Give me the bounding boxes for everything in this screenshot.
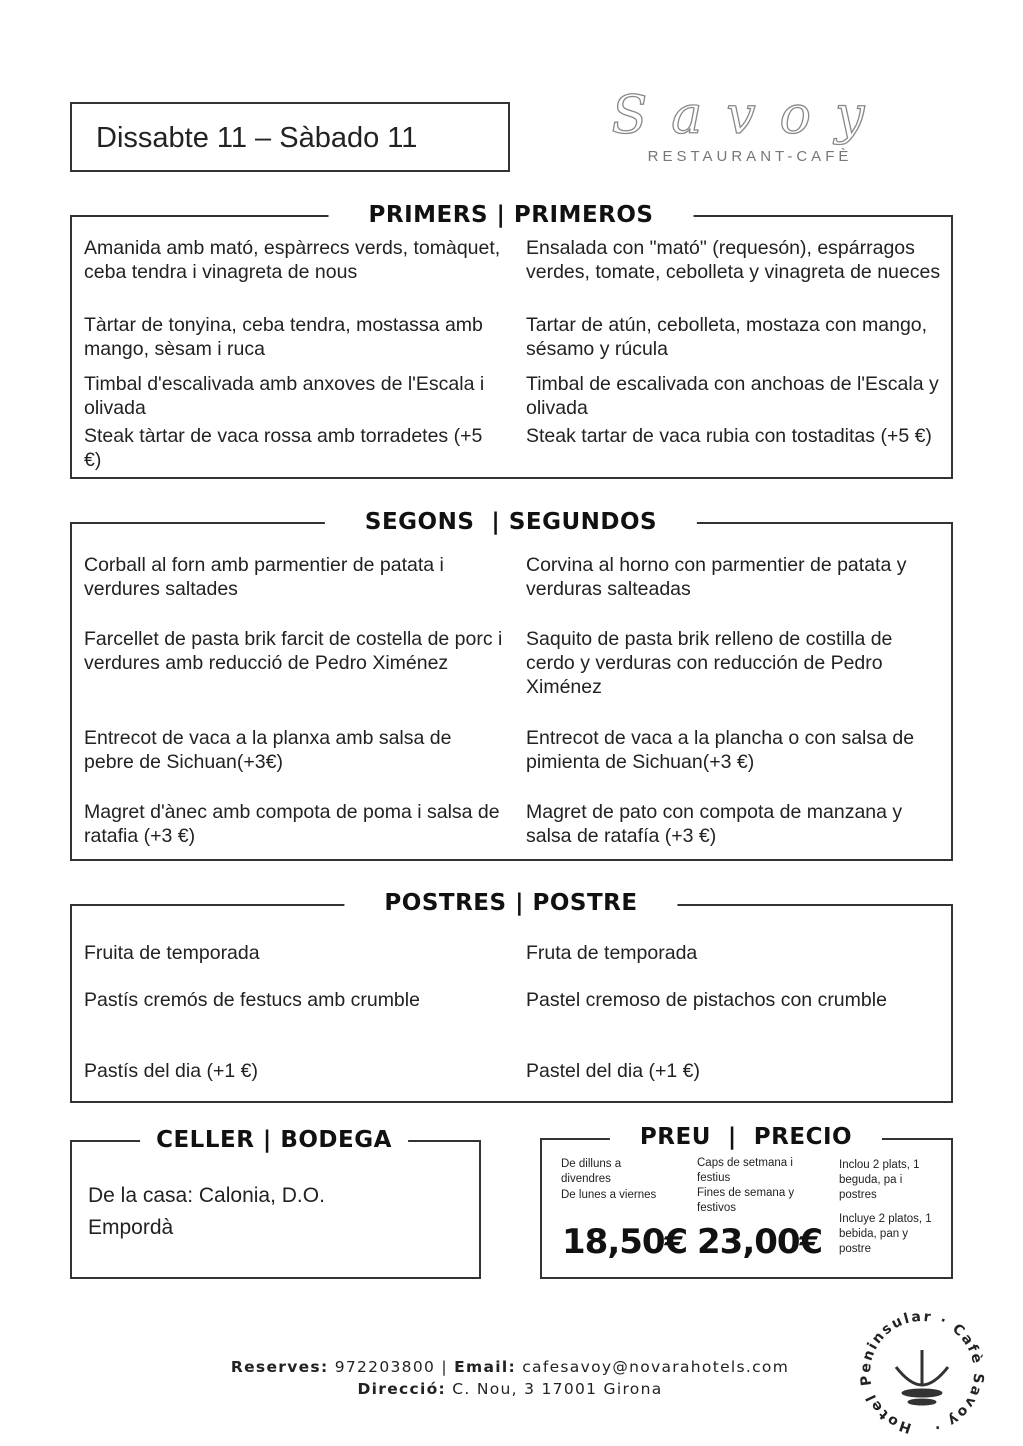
includes-es: Incluye 2 platos, 1 bebida, pan y postre bbox=[839, 1213, 932, 1255]
menu-item-ca: Tàrtar de tonyina, ceba tendra, mostassa amb mango, sèsam i ruca bbox=[84, 314, 483, 360]
logo-subtitle: RESTAURANT-CAFÈ bbox=[647, 148, 853, 165]
crown-icon bbox=[896, 1350, 948, 1405]
segons-title: SEGONS | SEGUNDOS bbox=[325, 509, 697, 535]
hotel-seal-logo bbox=[850, 1305, 995, 1440]
svg-text:Hotel Peninsular · Cafè Savoy: Hotel Peninsular · Cafè Savoy · bbox=[857, 1308, 987, 1436]
wine-text: De la casa: Calonia, D.O. Empordà bbox=[88, 1184, 325, 1239]
menu-item-es: Saquito de pasta brik relleno de costilla de cerdo y verduras con reducción de Pedro Ximénez bbox=[526, 628, 893, 698]
menu-item-ca: Timbal d'escalivada amb anxoves de l'Escala i olivada bbox=[84, 373, 485, 419]
logo bbox=[550, 88, 950, 178]
menu-item-es: Pastel del dia (+1 €) bbox=[526, 1060, 700, 1082]
address: C. Nou, 3 17001 Girona bbox=[452, 1380, 663, 1398]
primers-title: PRIMERS | PRIMEROS bbox=[329, 202, 694, 228]
menu-item-ca: Pastís cremós de festucs amb crumble bbox=[84, 989, 420, 1011]
menu-item-ca: Amanida amb mató, espàrrecs verds, tomàquet, ceba tendra i vinagreta de nous bbox=[84, 237, 501, 283]
menu-item-es: Ensalada con "mató" (requesón), espárragos verdes, tomate, cebolleta y vinagreta de nueces bbox=[526, 237, 941, 283]
email[interactable]: cafesavoy@novarahotels.com bbox=[522, 1358, 790, 1376]
celler-title: CELLER | BODEGA bbox=[140, 1127, 408, 1153]
preu-title: PREU | PRECIO bbox=[610, 1124, 882, 1150]
weekday-es: De lunes a viernes bbox=[561, 1189, 657, 1201]
menu-item-es: Timbal de escalivada con anchoas de l'Escala y olivada bbox=[526, 373, 939, 419]
weekday-ca: De dilluns a divendres bbox=[561, 1158, 622, 1185]
menu-item-es: Tartar de atún, cebolleta, mostaza con mango, sésamo y rúcula bbox=[526, 314, 928, 360]
menu-item-ca: Corball al forn amb parmentier de patata i verdures saltades bbox=[84, 554, 444, 600]
postres-title: POSTRES | POSTRE bbox=[344, 890, 677, 916]
menu-item-ca: Fruita de temporada bbox=[84, 942, 260, 964]
date-box bbox=[70, 102, 510, 172]
weekend-ca: Caps de setmana i festius bbox=[697, 1157, 793, 1184]
weekend-es: Fines de semana y festivos bbox=[697, 1187, 795, 1214]
menu-item-es: Magret de pato con compota de manzana y salsa de ratafía (+3 €) bbox=[526, 801, 903, 847]
separator: | bbox=[441, 1358, 448, 1376]
menu-item-es: Corvina al horno con parmentier de patata y verduras salteadas bbox=[526, 554, 907, 600]
phone[interactable]: 972203800 bbox=[334, 1358, 436, 1376]
menu-item-ca: Pastís del dia (+1 €) bbox=[84, 1060, 258, 1082]
address-label: Direcció: bbox=[357, 1380, 447, 1398]
menu-item-ca: Magret d'ànec amb compota de poma i salsa de ratafia (+3 €) bbox=[84, 801, 500, 847]
menu-item-es: Entrecot de vaca a la plancha o con salsa de pimienta de Sichuan(+3 €) bbox=[526, 727, 915, 773]
menu-item-es: Pastel cremoso de pistachos con crumble bbox=[526, 989, 887, 1011]
menu-item-es: Steak tartar de vaca rubia con tostaditas (+5 €) bbox=[526, 425, 932, 447]
weekday-price: 18,50€ bbox=[562, 1222, 688, 1262]
reserves-label: Reserves: bbox=[230, 1358, 329, 1376]
menu-item-ca: Steak tàrtar de vaca rossa amb torradetes (+5 €) bbox=[84, 425, 483, 471]
includes-ca: Inclou 2 plats, 1 beguda, pa i postres bbox=[839, 1159, 920, 1201]
logo-name: Savoy bbox=[611, 86, 889, 146]
menu-item-ca: Farcellet de pasta brik farcit de costella de porc i verdures amb reducció de Pedro Ximénez bbox=[84, 628, 503, 674]
date-text: Dissabte 11 – Sàbado 11 bbox=[96, 122, 418, 154]
menu-item-es: Fruta de temporada bbox=[526, 942, 698, 964]
email-label: Email: bbox=[454, 1358, 516, 1376]
menu-item-ca: Entrecot de vaca a la planxa amb salsa de pebre de Sichuan(+3€) bbox=[84, 727, 452, 773]
weekend-price: 23,00€ bbox=[697, 1222, 823, 1262]
footer bbox=[150, 1356, 870, 1400]
